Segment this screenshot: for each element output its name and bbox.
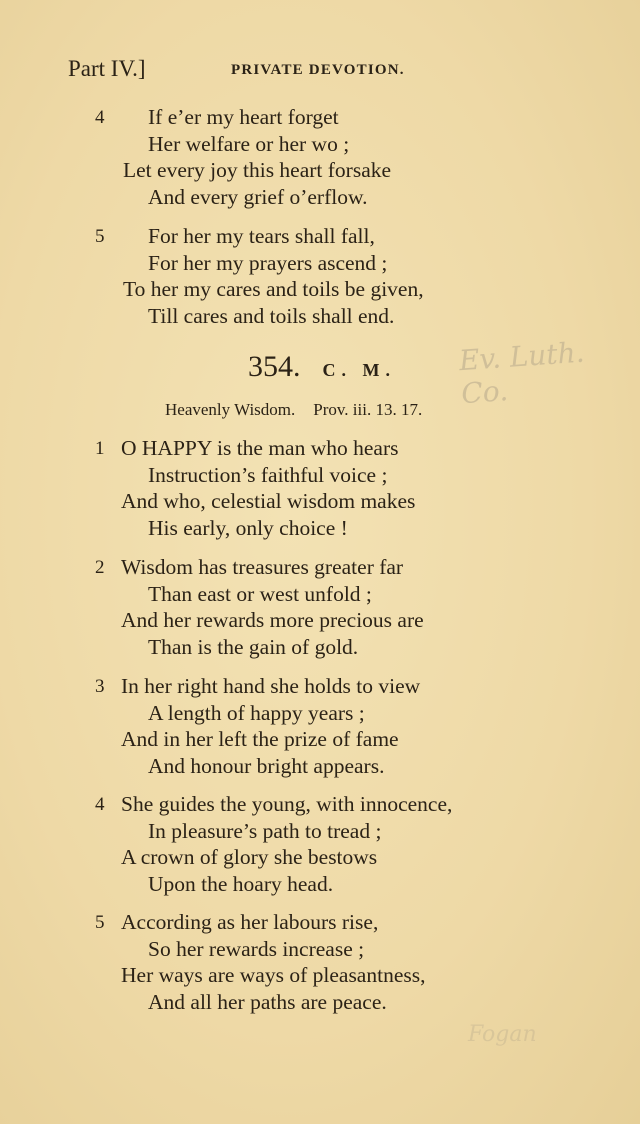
verse-line: For her my tears shall fall, [148, 224, 375, 248]
verse-line: And honour bright appears. [148, 753, 385, 778]
verse-line: Upon the hoary head. [148, 871, 334, 896]
verse-line: In her right hand she holds to view [121, 674, 421, 698]
verse-line: And who, celestial wisdom makes [121, 489, 416, 513]
stanza-number: 5 [95, 226, 105, 247]
verse-line: So her rewards increase ; [148, 936, 365, 961]
hymn-number: 354. [248, 350, 301, 383]
hymn-heading [248, 350, 396, 384]
verse-line: Than is the gain of gold. [148, 634, 359, 659]
handwritten-note: Ev. Luth. Co. [457, 335, 586, 411]
verse-line: His early, only choice ! [148, 515, 348, 540]
part-label: Part IV.] [68, 56, 146, 81]
verse-line: O HAPPY is the man who hears [121, 436, 399, 460]
verse-line: A length of happy years ; [148, 700, 365, 725]
hymn-meter: C. M. [322, 360, 396, 380]
section-title: PRIVATE DEVOTION. [231, 62, 405, 78]
verse-line: Than east or west unfold ; [148, 581, 372, 606]
verse-line: To her my cares and toils be given, [123, 277, 424, 301]
stanza-number: 5 [95, 912, 105, 933]
hymn-subtitle-line [165, 400, 422, 420]
verse-line: And in her left the prize of fame [121, 727, 399, 751]
stanza-number: 4 [95, 107, 105, 128]
running-head [68, 56, 628, 86]
verse-line: If e’er my heart forget [148, 105, 339, 129]
verse-line: And her rewards more precious are [121, 608, 424, 632]
verse-line: And every grief o’erflow. [148, 184, 368, 209]
verse-line: For her my prayers ascend ; [148, 250, 388, 275]
stanza-number: 4 [95, 794, 105, 815]
verse-line: Wisdom has treasures greater far [121, 555, 404, 579]
verse-line: Let every joy this heart forsake [123, 158, 392, 182]
verse-line: And all her paths are peace. [148, 989, 387, 1014]
stanza-number: 2 [95, 557, 105, 578]
verse-line: Till cares and toils shall end. [148, 303, 395, 328]
hymn-subtitle: Heavenly Wisdom. [165, 400, 296, 419]
scripture-reference: Prov. iii. 13. 17. [313, 400, 423, 419]
verse-line: Her welfare or her wo ; [148, 131, 350, 156]
verse-line: Her ways are ways of pleasantness, [121, 963, 426, 987]
stanza-number: 3 [95, 676, 105, 697]
verse-line: A crown of glory she bestows [121, 845, 378, 869]
handwritten-note: Fogan [468, 1022, 537, 1047]
verse-line: According as her labours rise, [121, 910, 379, 934]
stanza-number: 1 [95, 438, 105, 459]
verse-line: Instruction’s faithful voice ; [148, 462, 388, 487]
verse-line: She guides the young, with innocence, [121, 792, 453, 816]
verse-line: In pleasure’s path to tread ; [148, 818, 382, 843]
